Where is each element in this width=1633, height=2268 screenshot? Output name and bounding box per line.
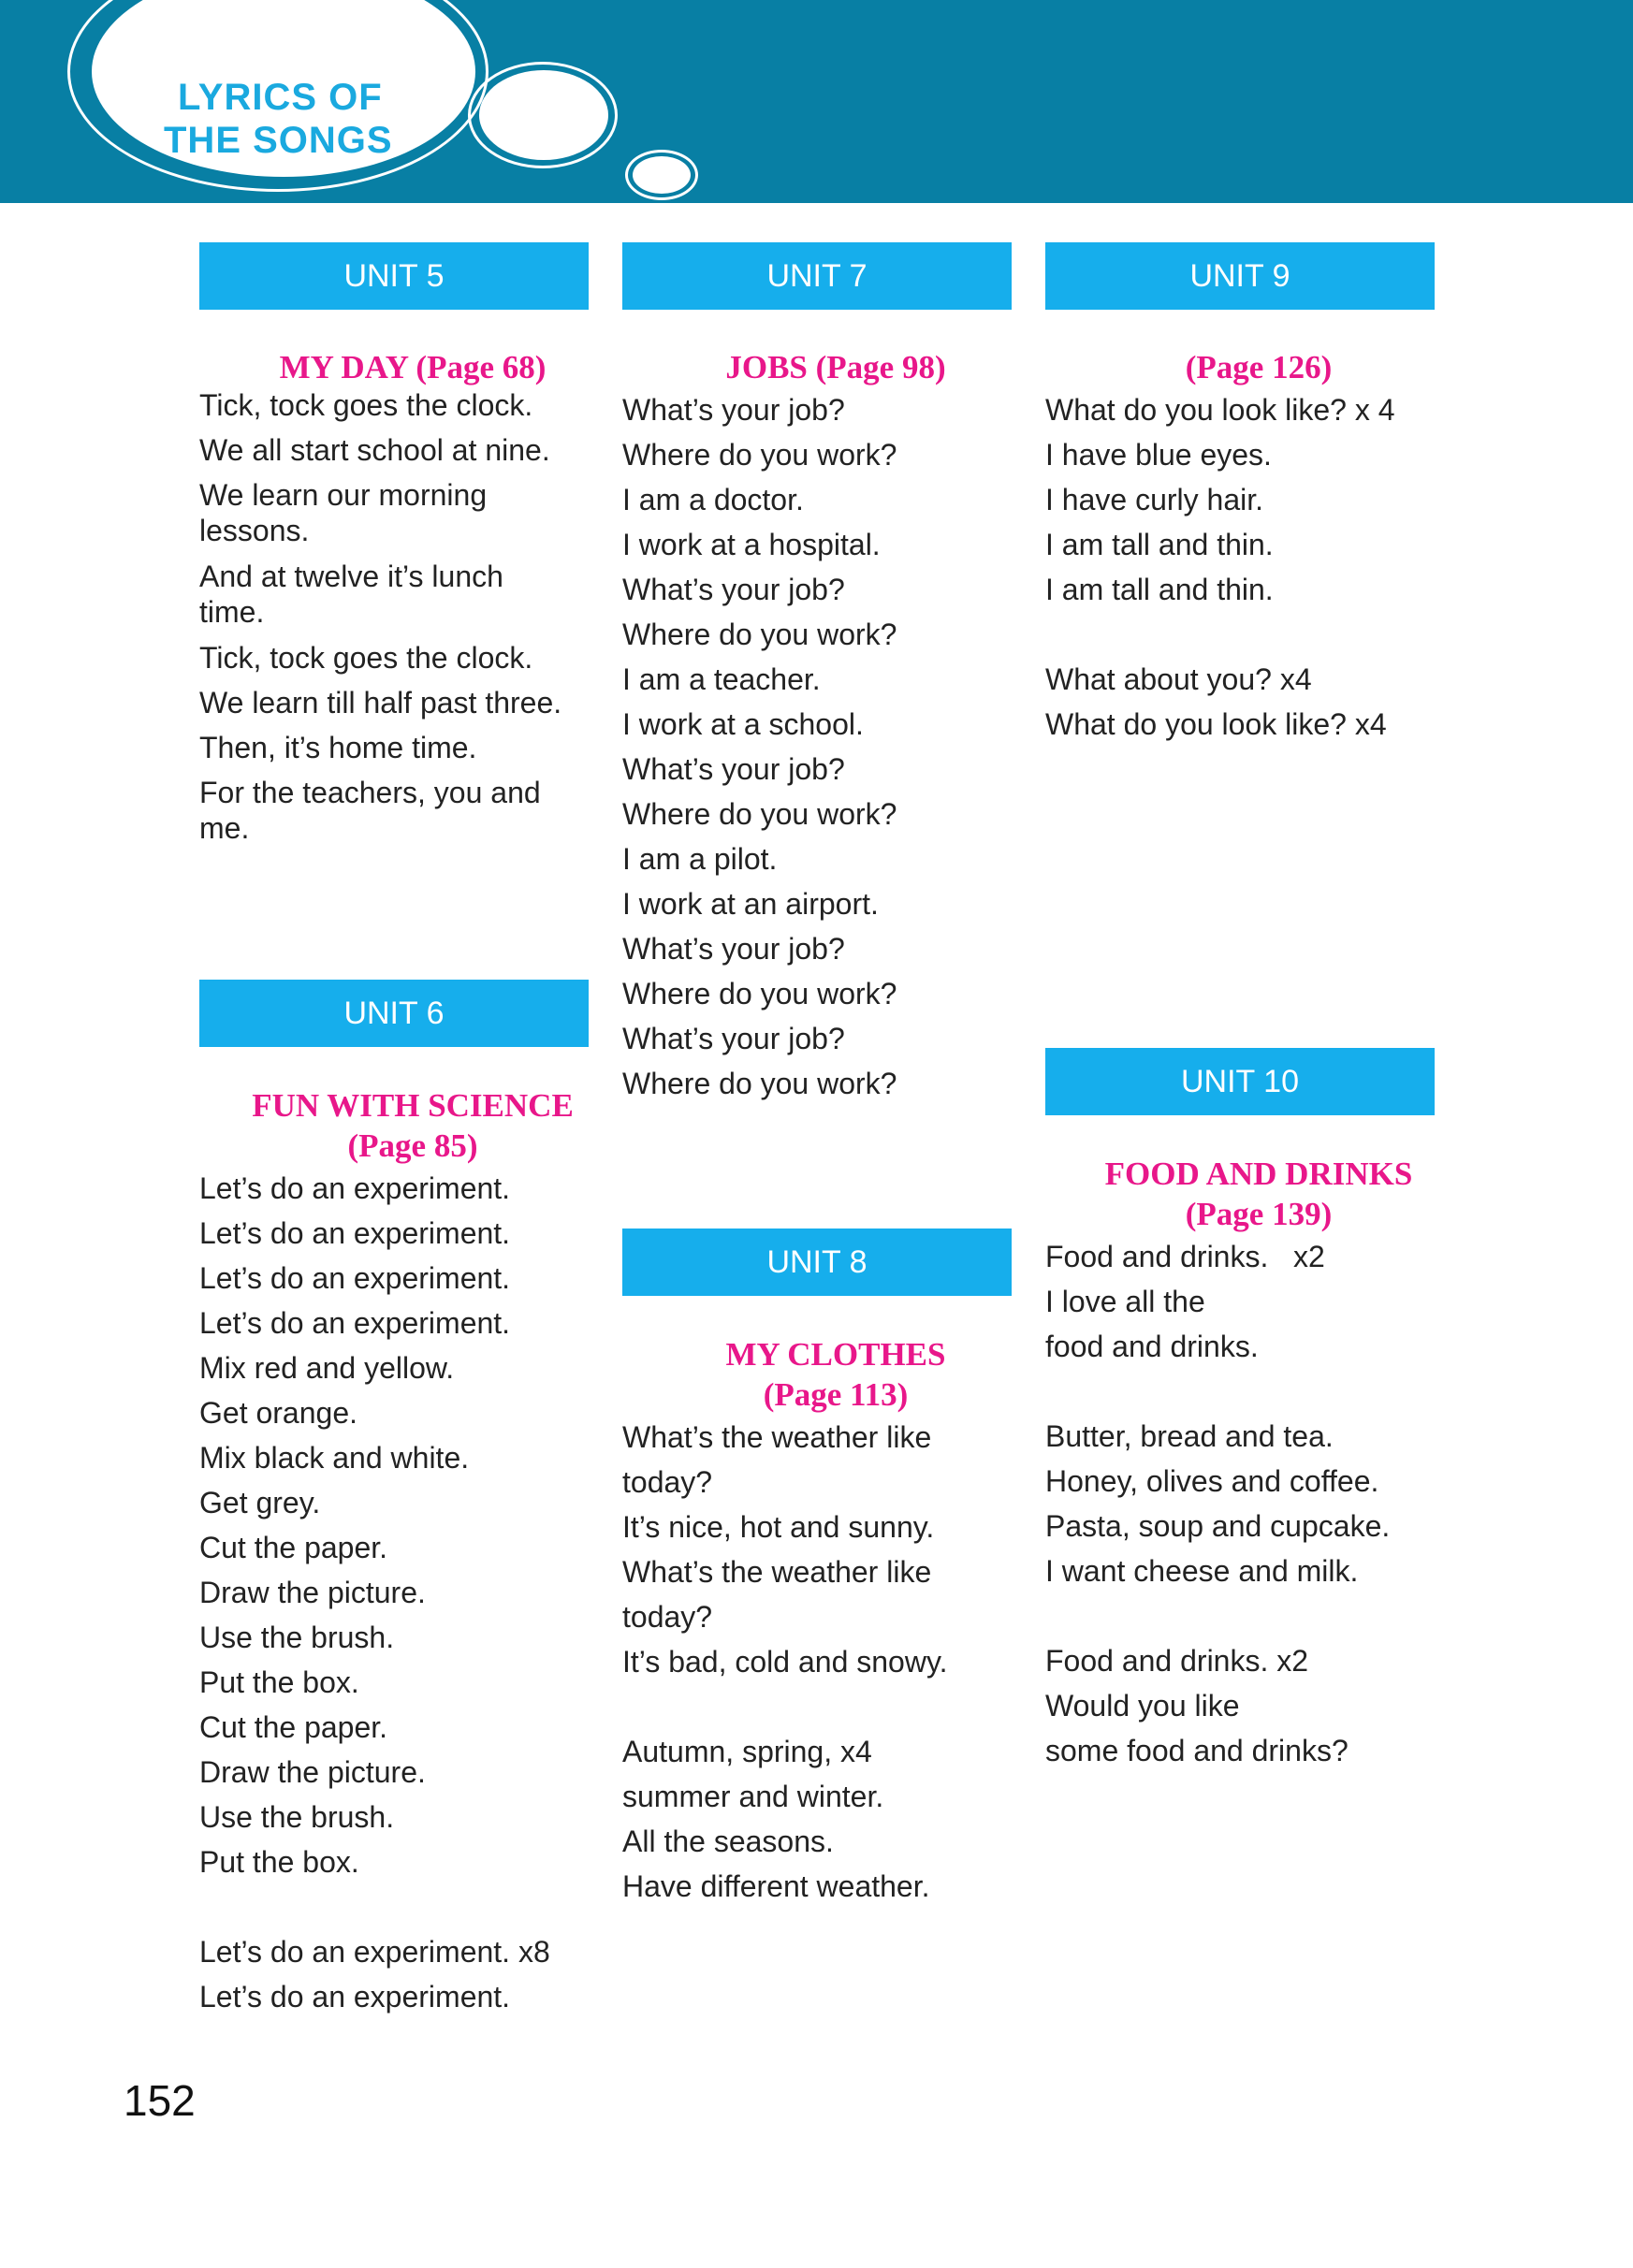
lyric-line: What’s the weather like (622, 1555, 932, 1589)
lyric-line: What’s your job? (622, 752, 845, 786)
unit-10-lyrics (1045, 1234, 1438, 1773)
lyric-line: Where do you work? (622, 1067, 897, 1100)
lyric-line: Where do you work? (622, 618, 897, 651)
lyric-line (622, 1684, 1015, 1729)
lyric-line (1045, 612, 1438, 657)
lyric-line: What’s your job? (622, 393, 845, 427)
unit-5-song-title: MY DAY (Page 68) (279, 349, 547, 385)
lyric-line: Mix red and yellow. (199, 1351, 455, 1385)
unit-9-lyrics (1045, 387, 1438, 747)
lyric-line: All the seasons. (622, 1825, 834, 1858)
lyric-line (1045, 1593, 1438, 1638)
lyric-line: Pasta, soup and cupcake. (1045, 1509, 1391, 1543)
lyric-line: Get orange. (199, 1396, 357, 1430)
lyric-line: What’s your job? (622, 573, 845, 606)
lyric-line: Mix black and white. (199, 1441, 470, 1475)
lyric-line: I work at a hospital. (622, 528, 881, 561)
lyric-line: Put the box. (199, 1845, 359, 1879)
lyric-line: time. (199, 595, 265, 629)
unit-10-song-title-line-2: (Page 139) (1185, 1196, 1333, 1232)
lyric-line: Would you like (1045, 1689, 1240, 1723)
lyric-line: Cut the paper. (199, 1531, 388, 1564)
lyric-line: Honey, olives and coffee. (1045, 1464, 1379, 1498)
lyric-line: I work at a school. (622, 707, 864, 741)
lyric-line: Where do you work? (622, 977, 897, 1010)
lyric-line: Let’s do an experiment. (199, 1980, 511, 2014)
lyric-line: We learn till half past three. (199, 686, 562, 720)
lyric-line: summer and winter. (622, 1780, 884, 1813)
page-number: 152 (124, 2076, 196, 2125)
lyric-line: What’s your job? (622, 932, 845, 966)
unit-5-header: UNIT 5 (199, 242, 589, 310)
lyric-line: Draw the picture. (199, 1576, 426, 1609)
lyric-line: today? (622, 1600, 713, 1634)
lyric-line: Put the box. (199, 1665, 359, 1699)
unit-6-lyrics (199, 1166, 592, 2019)
lyric-line: We all start school at nine. (199, 433, 550, 467)
lyric-line: Then, it’s home time. (199, 731, 477, 764)
unit-10-song-title-line-1: FOOD AND DRINKS (1104, 1156, 1413, 1192)
lyric-line: I am a teacher. (622, 662, 821, 696)
lyric-line: Tick, tock goes the clock. (199, 641, 533, 675)
lyric-line: Butter, bread and tea. (1045, 1419, 1334, 1453)
lyric-line: What’s your job? (622, 1022, 845, 1055)
lyric-line: And at twelve it’s lunch (199, 560, 503, 593)
unit-9-song-title: (Page 126) (1185, 349, 1333, 385)
lyric-line: Let’s do an experiment. (199, 1171, 511, 1205)
lyric-line: Draw the picture. (199, 1755, 426, 1789)
lyric-line: me. (199, 811, 250, 845)
unit-6-header: UNIT 6 (199, 980, 589, 1047)
page-title-line-2: THE SONGS (164, 120, 393, 161)
lyric-line: Get grey. (199, 1486, 321, 1519)
lyric-line: Tick, tock goes the clock. (199, 388, 533, 422)
lyric-line: Use the brush. (199, 1800, 395, 1834)
unit-5-lyrics (199, 387, 592, 846)
lyric-line: We learn our morning (199, 478, 488, 512)
lyric-line: Let’s do an experiment. (199, 1216, 511, 1250)
lyric-line: Cut the paper. (199, 1710, 388, 1744)
lyric-line: What’s the weather like (622, 1420, 932, 1454)
lyric-line: Have different weather. (622, 1869, 930, 1903)
unit-7-lyrics (622, 387, 1015, 1106)
unit-10-header: UNIT 10 (1045, 1048, 1435, 1115)
lyric-line: I work at an airport. (622, 887, 879, 921)
lyric-line: Let’s do an experiment. x8 (199, 1935, 550, 1969)
lyric-line: What do you look like? x4 (1045, 707, 1387, 741)
lyric-line: Let’s do an experiment. (199, 1306, 511, 1340)
lyric-line: It’s bad, cold and snowy. (622, 1645, 948, 1679)
unit-7-song-title: JOBS (Page 98) (725, 349, 946, 385)
lyric-line: I love all the (1045, 1285, 1205, 1318)
lyric-line: I have curly hair. (1045, 483, 1263, 516)
unit-8-song-title-line-1: MY CLOTHES (725, 1336, 946, 1373)
unit-7-header: UNIT 7 (622, 242, 1012, 310)
lyric-line: Food and drinks. x2 (1045, 1644, 1309, 1678)
lyric-line: Autumn, spring, x4 (622, 1735, 872, 1768)
lyric-line (199, 1884, 592, 1929)
lyric-line: Where do you work? (622, 438, 897, 472)
bubble-small (633, 156, 691, 194)
lyric-line: I am a pilot. (622, 842, 778, 876)
lyric-line: I have blue eyes. (1045, 438, 1272, 472)
lyric-line: I am tall and thin. (1045, 528, 1274, 561)
unit-6-song-title-line-2: (Page 85) (347, 1127, 478, 1164)
lyric-line: I want cheese and milk. (1045, 1554, 1359, 1588)
unit-6-song-title-line-1: FUN WITH SCIENCE (252, 1087, 574, 1124)
unit-9-header: UNIT 9 (1045, 242, 1435, 310)
lyric-line: For the teachers, you and (199, 776, 541, 809)
lyric-line: Food and drinks. x2 (1045, 1240, 1325, 1273)
lyric-line: Where do you work? (622, 797, 897, 831)
lyric-line: Let’s do an experiment. (199, 1261, 511, 1295)
bubble-medium (479, 70, 608, 160)
unit-8-song-title-line-2: (Page 113) (763, 1376, 909, 1413)
lyric-line: food and drinks. (1045, 1330, 1259, 1363)
lyric-line: What do you look like? x 4 (1045, 393, 1395, 427)
lyric-line: I am a doctor. (622, 483, 804, 516)
page-title-line-1: LYRICS OF (178, 77, 383, 118)
lyric-line: some food and drinks? (1045, 1734, 1349, 1767)
lyric-line: lessons. (199, 514, 310, 547)
lyric-line: It’s nice, hot and sunny. (622, 1510, 935, 1544)
lyric-line (1045, 1369, 1438, 1414)
lyric-line: What about you? x4 (1045, 662, 1312, 696)
unit-8-header: UNIT 8 (622, 1228, 1012, 1296)
lyric-line: today? (622, 1465, 713, 1499)
unit-8-lyrics (622, 1415, 1015, 1909)
lyric-line: Use the brush. (199, 1621, 395, 1654)
lyric-line: I am tall and thin. (1045, 573, 1274, 606)
